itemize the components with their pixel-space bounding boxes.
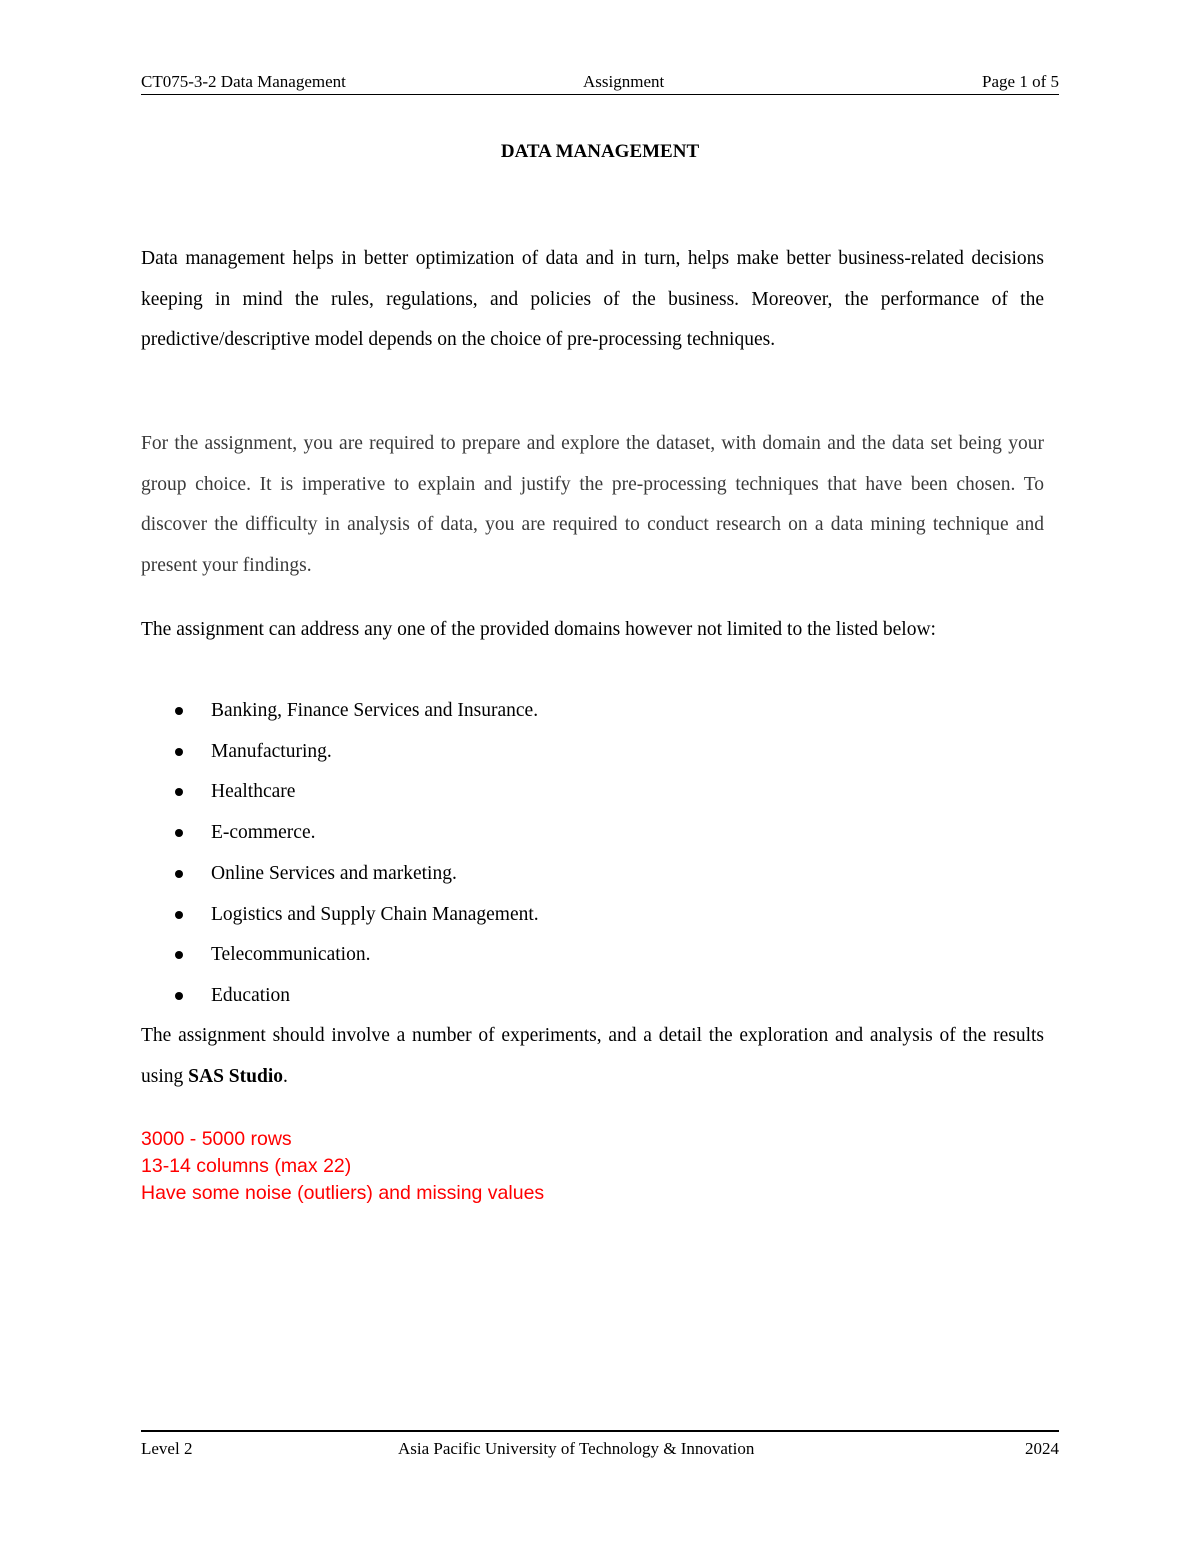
list-item: [141, 854, 539, 895]
list-item: [141, 813, 539, 854]
tool-name: SAS Studio: [188, 1065, 283, 1087]
experiments-period: .: [282, 1065, 288, 1087]
header-course: CT075-3-2 Data Management: [141, 72, 346, 91]
bullet-icon: [175, 911, 183, 919]
list-item: [141, 976, 539, 1017]
list-item: [141, 732, 539, 773]
bullet-icon: [175, 788, 183, 796]
dataset-requirements: [141, 1126, 544, 1207]
domain-list: [141, 691, 539, 1017]
list-item: [141, 895, 539, 936]
footer-university: Asia Pacific University of Technology & Innovation: [398, 1439, 755, 1458]
list-item: [141, 691, 539, 732]
bullet-icon: [175, 870, 183, 878]
list-item: [141, 772, 539, 813]
document-title: DATA MANAGEMENT: [500, 141, 700, 162]
footer-year: 2024: [1025, 1439, 1059, 1458]
experiments-text: The assignment should involve a number of experiments, and a detail the exploration and analysis of the results using: [141, 1025, 1044, 1087]
bullet-icon: [175, 748, 183, 756]
bullet-icon: [175, 829, 183, 837]
list-item: [141, 935, 539, 976]
header-doc-type: Assignment: [583, 72, 665, 91]
domain-label: E-commerce.: [211, 822, 316, 844]
domain-label: Telecommunication.: [211, 944, 371, 966]
task-paragraph: For the assignment, you are required to prepare and explore the dataset, with domain and the data set being your group choice. It is imperative to explain and justify the pre-processing techniques that have been chosen. To discover the difficulty in analysis of data, you are required to conduct research on a data mining technique and present your findings.: [141, 433, 1044, 576]
domain-label: Online Services and marketing.: [211, 862, 457, 884]
domain-label: Manufacturing.: [211, 740, 332, 762]
domain-label: Banking, Finance Services and Insurance.: [211, 700, 539, 721]
experiments-paragraph: [141, 1016, 1044, 1097]
domain-label: Healthcare: [211, 781, 296, 803]
domains-intro-paragraph: The assignment can address any one of the provided domains however not limited to the listed below:: [141, 619, 936, 640]
header-page-number: Page 1 of 5: [982, 72, 1059, 91]
domain-label: Education: [211, 984, 291, 1006]
intro-paragraph: Data management helps in better optimization of data and in turn, helps make better business-related decisions keeping in mind the rules, regulations, and policies of the business. Moreover, the performance of the predictive/descriptive model depends on the choice of pre-processing techniques.: [141, 248, 1044, 350]
bullet-icon: [175, 707, 183, 715]
bullet-icon: [175, 992, 183, 1000]
bullet-icon: [175, 951, 183, 959]
page-footer: [141, 1430, 1059, 1462]
footer-level: Level 2: [141, 1439, 193, 1458]
domain-label: Logistics and Supply Chain Management.: [211, 903, 539, 925]
requirement-rows: 3000 - 5000 rows: [141, 1128, 292, 1150]
requirement-columns: 13-14 columns (max 22): [141, 1155, 352, 1177]
page-header: [141, 70, 1059, 95]
requirement-noise: Have some noise (outliers) and missing values: [141, 1182, 545, 1204]
